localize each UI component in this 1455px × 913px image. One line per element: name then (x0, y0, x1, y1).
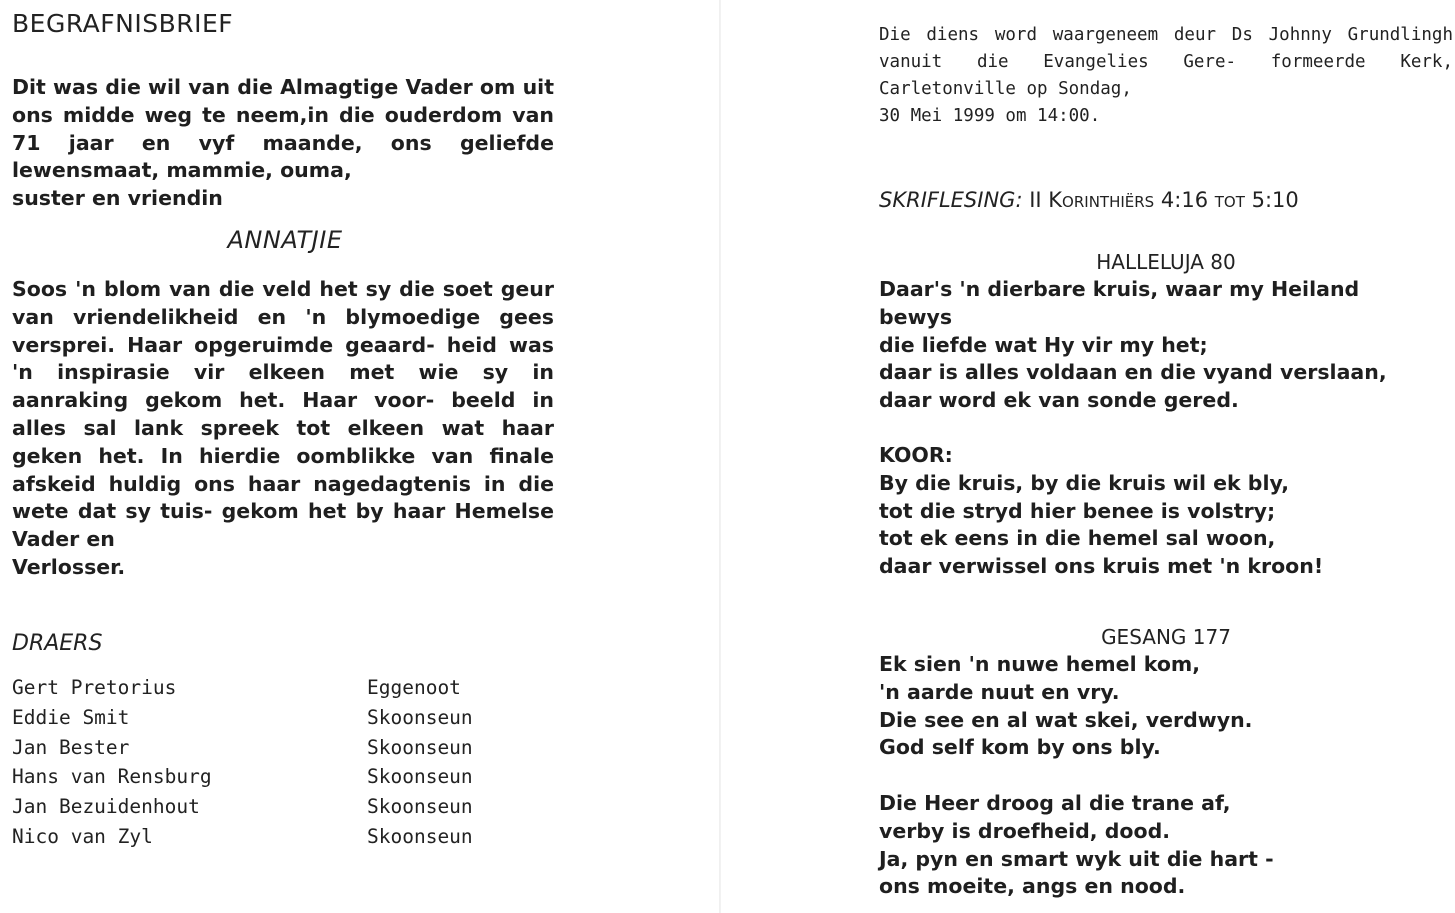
reading-from: 4:16 (1160, 188, 1209, 212)
tribute-tail: Verlosser. (12, 554, 126, 579)
hymn1-verse (879, 276, 1453, 415)
hymn1-title: HALLELUJA 80 (1096, 250, 1236, 274)
document-title: BEGRAFNISBRIEF (12, 9, 234, 38)
bearer-row (12, 765, 473, 795)
bearer-name: Eddie Smit (12, 705, 130, 729)
bearer-relation: Skoonseun (367, 824, 473, 848)
chorus-label: KOOR: (879, 443, 953, 467)
bearer-name: Nico van Zyl (12, 824, 153, 848)
right-page (720, 0, 1455, 913)
scripture-reading (879, 188, 1299, 212)
bearer-relation: Skoonseun (367, 735, 473, 759)
left-page (0, 0, 720, 913)
bearer-name: Hans van Rensburg (12, 765, 212, 789)
verse-line: By die kruis, by die kruis wil ek bly, (879, 470, 1290, 495)
verse-line: Daar's 'n dierbare kruis, waar my Heiland (879, 277, 1360, 301)
verse-line: Ja, pyn en smart wyk uit die hart - (879, 846, 1274, 871)
intro-paragraph (12, 74, 554, 213)
service-paragraph (879, 22, 1453, 130)
bearer-name: Jan Bezuidenhout (12, 795, 200, 819)
reading-tot: tot (1214, 188, 1245, 212)
verse-line: Die Heer droog al die trane af, (879, 791, 1231, 815)
verse-line: 'n aarde nuut en vry. (879, 679, 1120, 704)
bearer-relation: Skoonseun (367, 705, 473, 729)
bearers-list (12, 676, 473, 855)
bearer-row (12, 736, 473, 766)
bearer-row (12, 825, 473, 855)
reading-book: II Korinthiërs (1029, 188, 1155, 212)
bearer-name: Gert Pretorius (12, 676, 177, 699)
hymn2-title: GESANG 177 (1101, 625, 1231, 649)
service-date: 30 Mei 1999 om 14:00. (879, 106, 1101, 126)
verse-line: tot ek eens in die hemel sal woon, (879, 526, 1276, 551)
bearer-row (12, 706, 473, 736)
tribute-text: Soos 'n blom van die veld het sy die soet geur van vriendelikheid en 'n blymoedige gees versprei. Haar opgeruimde geaard- heid was 'n inspirasie vir elkeen met wie sy in aanraking gekom het. Haar voor- beeld in alles sal lank spreek tot elkeen wat haar geken het. In hierdie oomblikke van finale afskeid huldig ons haar nagedagtenis in die wete dat sy tuis- gekom het by haar Hemelse Vader en (12, 277, 554, 552)
verse-line: daar is alles voldaan en die vyand verslaan, (879, 360, 1387, 385)
bearer-row (12, 676, 473, 706)
chorus (879, 442, 1453, 581)
hymn2-verse-2 (879, 790, 1453, 901)
reading-to: 5:10 (1251, 188, 1299, 212)
verse-line: Ek sien 'n nuwe hemel kom, (879, 652, 1201, 676)
intro-text: Dit was die wil van die Almagtige Vader om uit ons midde weg te neem,in die ouderdom van 71 jaar en vyf maande, ons geliefde lewensmaat, mammie, ouma, (12, 75, 554, 183)
verse-line: verby is droefheid, dood. (879, 818, 1171, 843)
verse-line: God self kom by ons bly. (879, 735, 1161, 760)
verse-line: tot die stryd hier benee is volstry; (879, 498, 1276, 523)
verse-line: daar word ek van sonde gered. (879, 388, 1239, 413)
verse-line: die liefde wat Hy vir my het; (879, 332, 1208, 357)
intro-tail: suster en vriendin (12, 186, 223, 211)
bearer-relation: Eggenoot (367, 676, 461, 699)
bearers-heading: DRAERS (12, 631, 103, 656)
verse-line: daar verwissel ons kruis met 'n kroon! (879, 554, 1324, 579)
hymn2-verse-1 (879, 651, 1453, 762)
bearer-relation: Skoonseun (367, 765, 473, 789)
tribute-paragraph (12, 276, 554, 582)
verse-line: ons moeite, angs en nood. (879, 874, 1186, 899)
bearer-relation: Skoonseun (367, 795, 473, 819)
verse-line: Die see en al wat skei, verdwyn. (879, 707, 1253, 732)
bearer-row (12, 795, 473, 825)
bearer-name: Jan Bester (12, 735, 130, 759)
deceased-name: ANNATJIE (227, 226, 343, 254)
verse-line: bewys (879, 304, 953, 329)
reading-label: SKRIFLESING: (879, 188, 1023, 212)
service-text: Die diens word waargeneem deur Ds Johnny Grundlingh vanuit die Evangelies Gere- formeerde Kerk, Carletonville op Sondag, (879, 25, 1453, 99)
